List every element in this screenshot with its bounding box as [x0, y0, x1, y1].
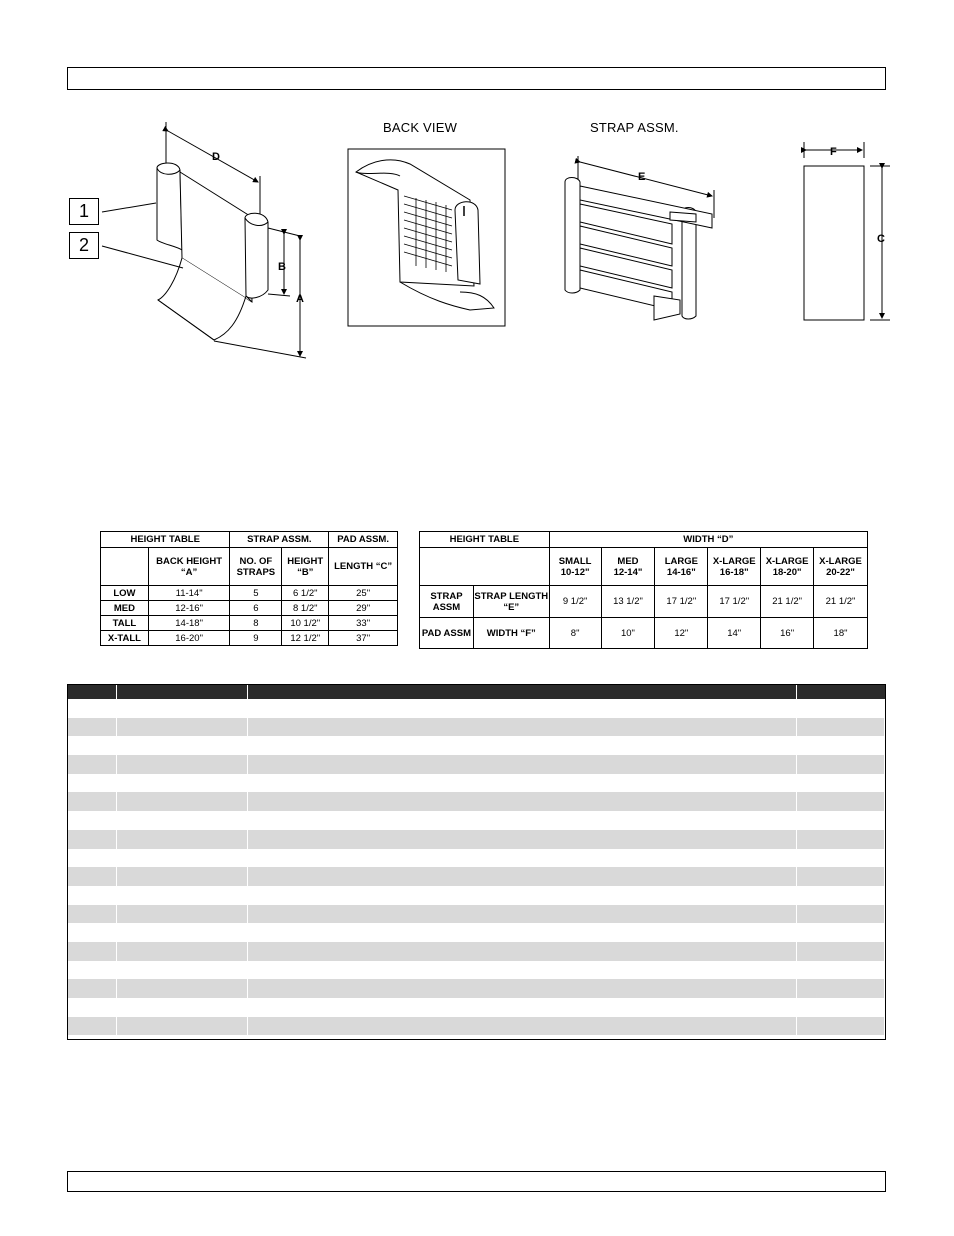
table-row: [68, 998, 885, 1017]
footer-frame: [67, 1171, 886, 1192]
table-cell: [797, 886, 885, 905]
back-view-title: BACK VIEW: [383, 120, 458, 135]
strap-assm-header: STRAP ASSM.: [230, 532, 329, 548]
table-cell: [68, 830, 117, 849]
table-cell: [117, 1017, 248, 1036]
dim-label-e: E: [638, 171, 646, 183]
table-row: STRAP ASSM STRAP LENGTH “E” 9 1/2" 13 1/2" 17 1/2" 17 1/2" 21 1/2" 21 1/2": [420, 586, 868, 618]
table-row: PAD ASSM WIDTH “F” 8" 10" 12" 14" 16" 18": [420, 618, 868, 649]
table-row: [68, 849, 885, 868]
table-cell: [68, 905, 117, 924]
dim-label-d: D: [212, 151, 220, 163]
table-cell: [68, 979, 117, 998]
table-cell: [248, 923, 797, 942]
size-xlarge-3: X-LARGE 20-22": [814, 548, 868, 586]
table-cell: [117, 811, 248, 830]
table-cell: [248, 979, 797, 998]
table-cell: [248, 792, 797, 811]
table-cell: [797, 792, 885, 811]
table-row: [68, 718, 885, 737]
width-table-title: HEIGHT TABLE: [420, 532, 550, 548]
table-cell: [797, 961, 885, 980]
table-cell: [797, 998, 885, 1017]
table-cell: [797, 979, 885, 998]
size-med: MED 12-14": [601, 548, 655, 586]
table-cell: [117, 942, 248, 961]
table-cell: [68, 774, 117, 793]
parts-list-table: [67, 684, 886, 1040]
table-cell: [117, 905, 248, 924]
table-row: [68, 905, 885, 924]
table-cell: [117, 755, 248, 774]
table-cell: [797, 699, 885, 718]
size-large: LARGE 14-16": [655, 548, 708, 586]
table-cell: [117, 886, 248, 905]
table-row: [68, 942, 885, 961]
table-cell: [68, 736, 117, 755]
dim-label-c: C: [877, 233, 885, 245]
table-cell: [797, 774, 885, 793]
table-cell: [248, 1017, 797, 1036]
back-assembly-drawing: [102, 122, 306, 358]
table-cell: [68, 792, 117, 811]
table-cell: [68, 811, 117, 830]
col-height-b: HEIGHT “B”: [282, 548, 329, 586]
table-cell: [248, 849, 797, 868]
table-cell: [797, 830, 885, 849]
pad-assm-header: PAD ASSM.: [329, 532, 398, 548]
parts-list-header: [68, 685, 885, 699]
table-row: X-TALL 16-20" 9 12 1/2" 37": [101, 631, 398, 646]
table-cell: [248, 961, 797, 980]
table-cell: [797, 905, 885, 924]
table-row: LOW 11-14" 5 6 1/2" 25": [101, 586, 398, 601]
table-row: [68, 755, 885, 774]
table-row: [68, 736, 885, 755]
table-cell: [248, 998, 797, 1017]
width-d-header: WIDTH “D”: [549, 532, 867, 548]
table-row: [68, 830, 885, 849]
table-cell: [117, 718, 248, 737]
table-cell: [68, 886, 117, 905]
col-length-c: LENGTH “C”: [329, 548, 398, 586]
dim-label-b: B: [278, 261, 286, 273]
assembly-drawings: [0, 0, 954, 400]
table-cell: [248, 811, 797, 830]
table-row: [68, 979, 885, 998]
table-cell: [68, 755, 117, 774]
table-cell: [68, 699, 117, 718]
table-row: [68, 811, 885, 830]
table-cell: [797, 923, 885, 942]
table-cell: [797, 942, 885, 961]
pad-assembly-drawing: [804, 142, 890, 320]
table-cell: [248, 867, 797, 886]
height-table-title: HEIGHT TABLE: [101, 532, 230, 548]
table-cell: [117, 792, 248, 811]
table-row: [68, 699, 885, 718]
table-cell: [68, 998, 117, 1017]
table-cell: [797, 867, 885, 886]
table-cell: [68, 718, 117, 737]
table-cell: [68, 961, 117, 980]
table-cell: [248, 755, 797, 774]
table-cell: [248, 942, 797, 961]
table-cell: [117, 830, 248, 849]
table-cell: [248, 886, 797, 905]
table-row: TALL 14-18" 8 10 1/2" 33": [101, 616, 398, 631]
table-cell: [797, 718, 885, 737]
table-cell: [68, 1017, 117, 1036]
table-row: [68, 886, 885, 905]
callout-2: 2: [69, 232, 99, 259]
table-cell: [797, 1017, 885, 1036]
dim-label-a: A: [296, 293, 304, 305]
table-cell: [117, 849, 248, 868]
table-row: [68, 792, 885, 811]
table-cell: [797, 811, 885, 830]
col-back-height: BACK HEIGHT “A”: [148, 548, 230, 586]
table-cell: [248, 718, 797, 737]
table-cell: [117, 961, 248, 980]
table-cell: [117, 736, 248, 755]
table-row: [68, 1017, 885, 1036]
col-no-of-straps: NO. OF STRAPS: [230, 548, 282, 586]
table-row: [68, 961, 885, 980]
back-view-drawing: [348, 149, 505, 326]
table-cell: [248, 699, 797, 718]
table-row: MED 12-16" 6 8 1/2" 29": [101, 601, 398, 616]
dim-label-f: F: [830, 146, 837, 158]
table-cell: [117, 774, 248, 793]
table-cell: [68, 942, 117, 961]
table-cell: [248, 905, 797, 924]
table-cell: [68, 867, 117, 886]
table-cell: [68, 849, 117, 868]
size-xlarge-1: X-LARGE 16-18": [708, 548, 761, 586]
table-row: [68, 774, 885, 793]
size-small: SMALL 10-12": [549, 548, 601, 586]
table-cell: [248, 830, 797, 849]
table-cell: [117, 923, 248, 942]
strap-assm-title: STRAP ASSM.: [590, 120, 679, 135]
table-cell: [248, 774, 797, 793]
table-cell: [248, 736, 797, 755]
table-cell: [797, 736, 885, 755]
table-cell: [117, 979, 248, 998]
width-table: [419, 531, 868, 649]
callout-1: 1: [69, 198, 99, 225]
table-cell: [117, 699, 248, 718]
table-row: [68, 923, 885, 942]
size-xlarge-2: X-LARGE 18-20": [761, 548, 814, 586]
table-cell: [117, 867, 248, 886]
table-row: [68, 867, 885, 886]
height-table: [100, 531, 398, 646]
table-cell: [797, 755, 885, 774]
table-cell: [797, 849, 885, 868]
table-cell: [68, 923, 117, 942]
table-cell: [117, 998, 248, 1017]
